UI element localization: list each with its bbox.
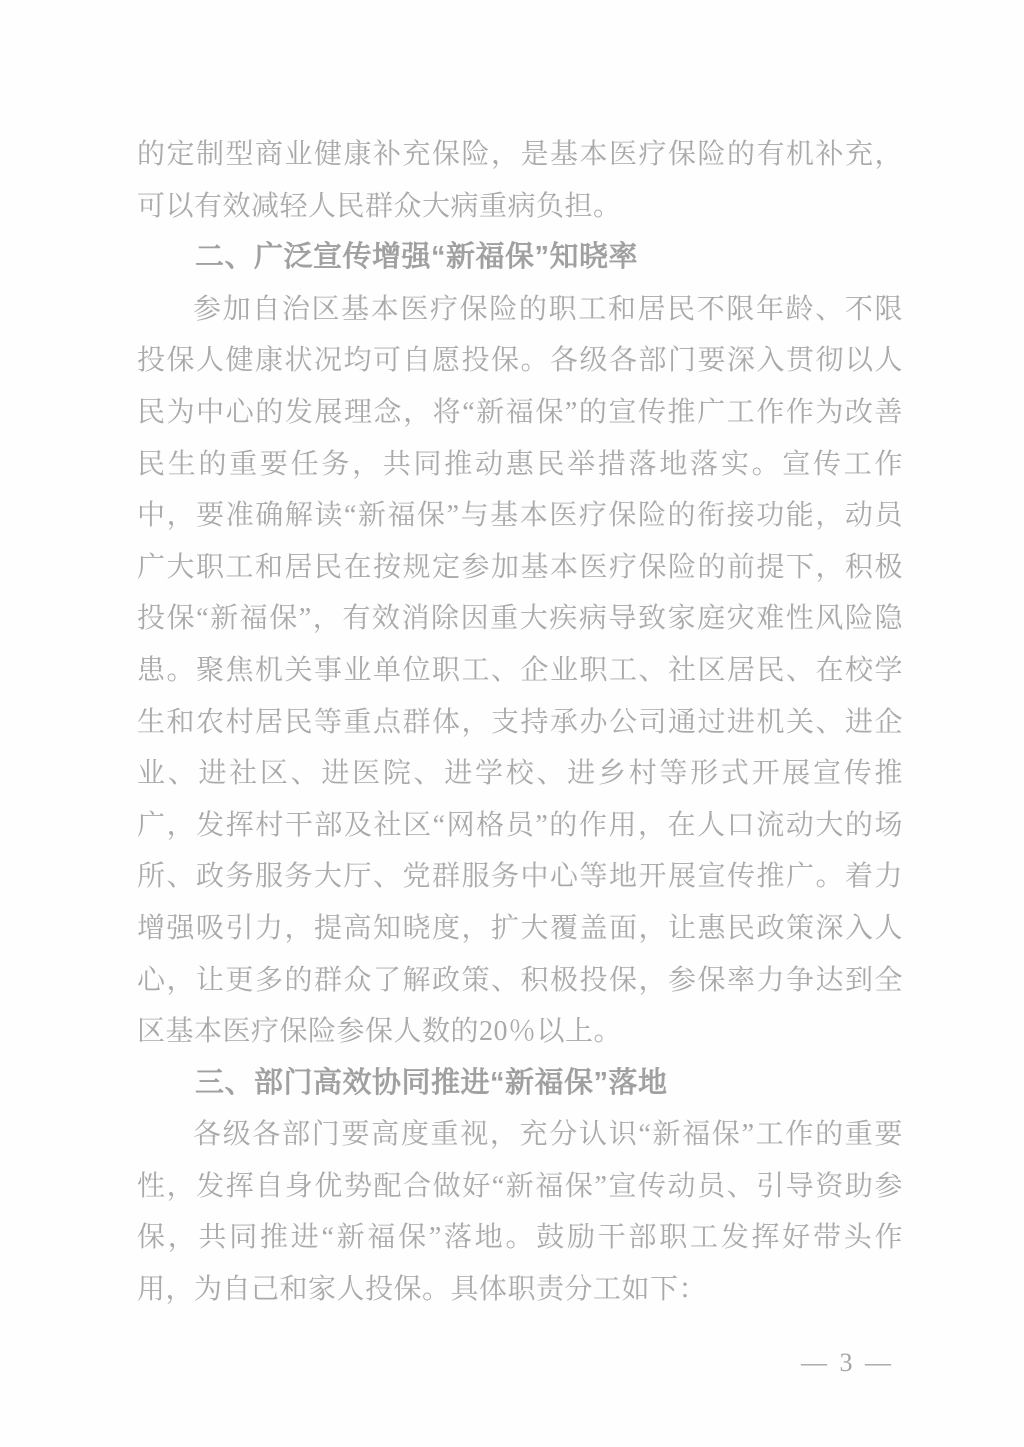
paragraph-section-2: 参加自治区基本医疗保险的职工和居民不限年龄、不限投保人健康状况均可自愿投保。各级各部门要深入贯彻以人民为中心的发展理念，将“新福保”的宣传推广工作作为改善民生的重要任务，共同推动惠民举措落地落实。宣传工作中，要准确解读“新福保”与基本医疗保险的衔接功能，动员广大职工和居民在按规定参加基本医疗保险的前提下，积极投保“新福保”，有效消除因重大疾病导致家庭灾难性风险隐患。聚焦机关事业单位职工、企业职工、社区居民、在校学生和农村居民等重点群体，支持承办公司通过进机关、进企业、进社区、进医院、进学校、进乡村等形式开展宣传推广，发挥村干部及社区“网格员”的作用，在人口流动大的场所、政务服务大厅、党群服务中心等地开展宣传推广。着力增强吸引力，提高知晓度，扩大覆盖面，让惠民政策深入人心，让更多的群众了解政策、积极投保，参保率力争达到全区基本医疗保险参保人数的20％以上。: [137, 293, 903, 1048]
paragraph-section-3: 各级各部门要高度重视，充分认识“新福保”工作的重要性，发挥自身优势配合做好“新福保”宣传动员、引导资助参保，共同推进“新福保”落地。鼓励干部职工发挥好带头作用，为自己和家人投保。具体职责分工如下：: [137, 1119, 903, 1306]
paragraph-continuation: 的定制型商业健康补充保险，是基本医疗保险的有机补充，可以有效减轻人民群众大病重病负担。: [137, 139, 903, 222]
section-heading-2: 二、广泛宣传增强“新福保”知晓率: [195, 241, 639, 274]
document-body: [137, 129, 903, 1316]
page-number: — 3 —: [801, 1348, 894, 1377]
section-heading-3: 三、部门高效协同推进“新福保”落地: [195, 1066, 668, 1099]
